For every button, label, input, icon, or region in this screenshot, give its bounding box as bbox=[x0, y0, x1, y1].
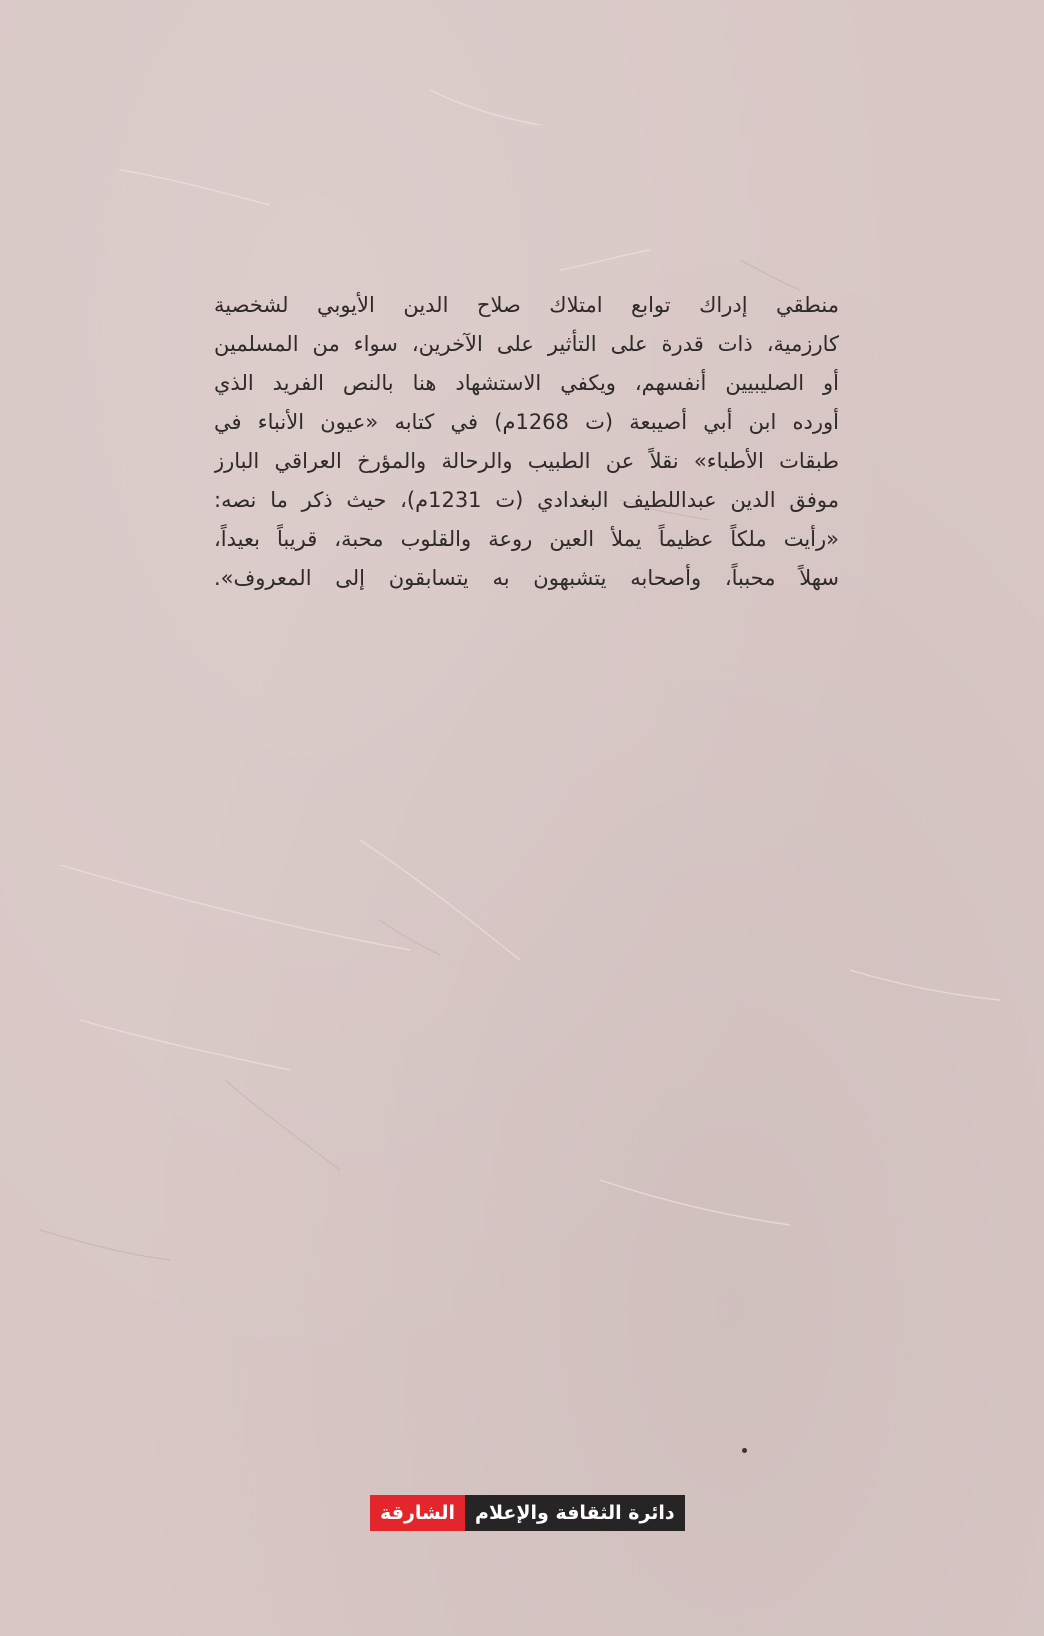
blurb-line: «رأيت ملكاً عظيماً يملأ العين روعة والقلوب محبة، قريباً بعيداً، bbox=[214, 527, 839, 551]
publisher-logo bbox=[370, 1495, 685, 1531]
publisher-emirate: الشارقة bbox=[370, 1495, 465, 1531]
blurb-line: كارزمية، ذات قدرة على التأثير على الآخرين، سواء من المسلمين bbox=[214, 332, 839, 356]
blurb-line: منطقي إدراك توابع امتلاك صلاح الدين الأيوبي لشخصية bbox=[214, 293, 839, 317]
blurb-line: سهلاً محبباً، وأصحابه يتشبهون به يتسابقون إلى المعروف». bbox=[214, 566, 839, 590]
publisher-department: دائرة الثقافة والإعلام bbox=[465, 1495, 685, 1531]
blurb-paragraph bbox=[214, 286, 839, 598]
blurb-line: أورده ابن أبي أصيبعة (ت 1268م) في كتابه «عيون الأنباء في bbox=[214, 410, 839, 434]
blurb-line: موفق الدين عبداللطيف البغدادي (ت 1231م)، حيث ذكر ما نصه: bbox=[214, 488, 839, 512]
speck-mark bbox=[742, 1448, 747, 1453]
blurb-line: طبقات الأطباء» نقلاً عن الطبيب والرحالة والمؤرخ العراقي البارز bbox=[214, 449, 839, 473]
blurb-line: أو الصليبيين أنفسهم، ويكفي الاستشهاد هنا بالنص الفريد الذي bbox=[214, 371, 839, 395]
